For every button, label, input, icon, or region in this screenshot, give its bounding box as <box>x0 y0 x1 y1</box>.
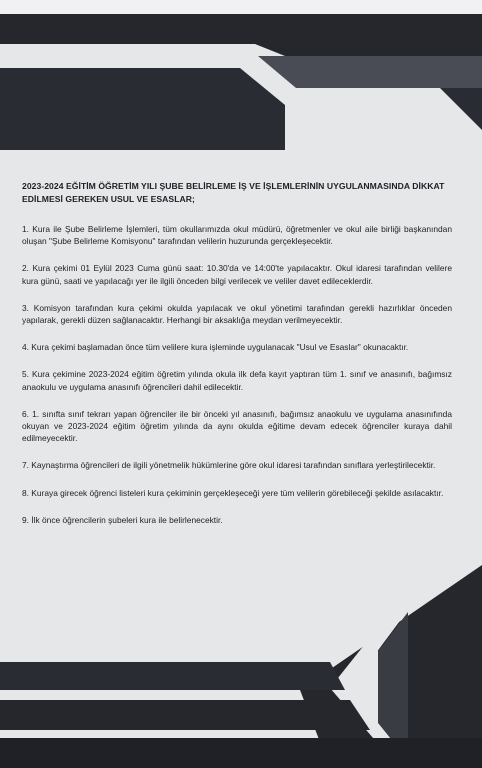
list-item: 5. Kura çekimine 2023-2024 eğitim öğretim yılında okula ilk defa kayıt yaptıran tüm 1. sınıf ve anasınıfı, bağımsız anaokulu ve uygulama anasınıfı öğrencileri dahil edilecektir. <box>22 369 452 392</box>
list-item: 9. İlk önce öğrencilerin şubeleri kura ile belirlenecektir. <box>22 514 223 525</box>
list-item: 7. Kaynaştırma öğrencileri de ilgili yönetmelik hükümlerine göre okul idaresi tarafından sınıflara yerleştirilecektir. <box>22 460 436 471</box>
right-gray-stripe <box>258 56 482 88</box>
list-item: 3. Komisyon tarafından kura çekimi okulda yapılacak ve okul yönetimi tarafından gerekli hazırlıklar önceden yapılarak, gerekli düzen sağlanacaktır. Herhangi bir aksaklığa meydan verilmeyecektir. <box>22 302 452 326</box>
left-dark-block <box>0 68 285 150</box>
document-heading: 2023-2024 EĞİTİM ÖĞRETİM YILI ŞUBE BELİRLEME İŞ VE İŞLEMLERİNİN UYGULANMASINDA DİKKAT EDİLMESİ GEREKEN USUL VE ESASLAR; <box>22 181 445 204</box>
list-item: 4. Kura çekimi başlamadan önce tüm velilere kura işleminde uygulanacak "Usul ve Esaslar" okunacaktır. <box>22 342 409 353</box>
top-light-strip <box>0 0 482 14</box>
document-body <box>22 180 452 541</box>
list-item: 1. Kura ile Şube Belirleme İşlemleri, tüm okullarımızda okul müdürü, öğretmenler ve okul aile birliği başkanından oluşan "Şube Belirleme Komisyonu" tarafından velilerin huzurunda gerçekleşecektir. <box>22 224 452 247</box>
right-top-triangle <box>440 88 482 130</box>
bottom-band-2 <box>0 700 370 730</box>
top-dark-band <box>0 14 482 62</box>
list-item: 6. 1. sınıfta sınıf tekrarı yapan öğrenciler ile bir önceki yıl anasınıfı, bağımsız anaokulu ve uygulama anasınıfında okuyan ve 2023-2024 eğitim öğretim yılında da aynı okulda eğitime devam edecek öğrenciler kuraya dahil edilmeyecektir. <box>22 408 452 444</box>
list-item: 2. Kura çekimi 01 Eylül 2023 Cuma günü saat: 10.30'da ve 14:00'te yapılacaktır. Okul idaresi tarafından velilere kura günü, saati ve yapılacağı yer ile ilgili önceden bilgi verilecek ve veliler davet edileceklerdir. <box>22 263 452 286</box>
list-item: 8. Kuraya girecek öğrenci listeleri kura çekiminin gerçekleşeceği yere tüm velilerin görebileceği şekilde asılacaktır. <box>22 487 444 498</box>
bottom-band-1 <box>0 662 345 690</box>
bottom-band-3 <box>0 738 482 768</box>
